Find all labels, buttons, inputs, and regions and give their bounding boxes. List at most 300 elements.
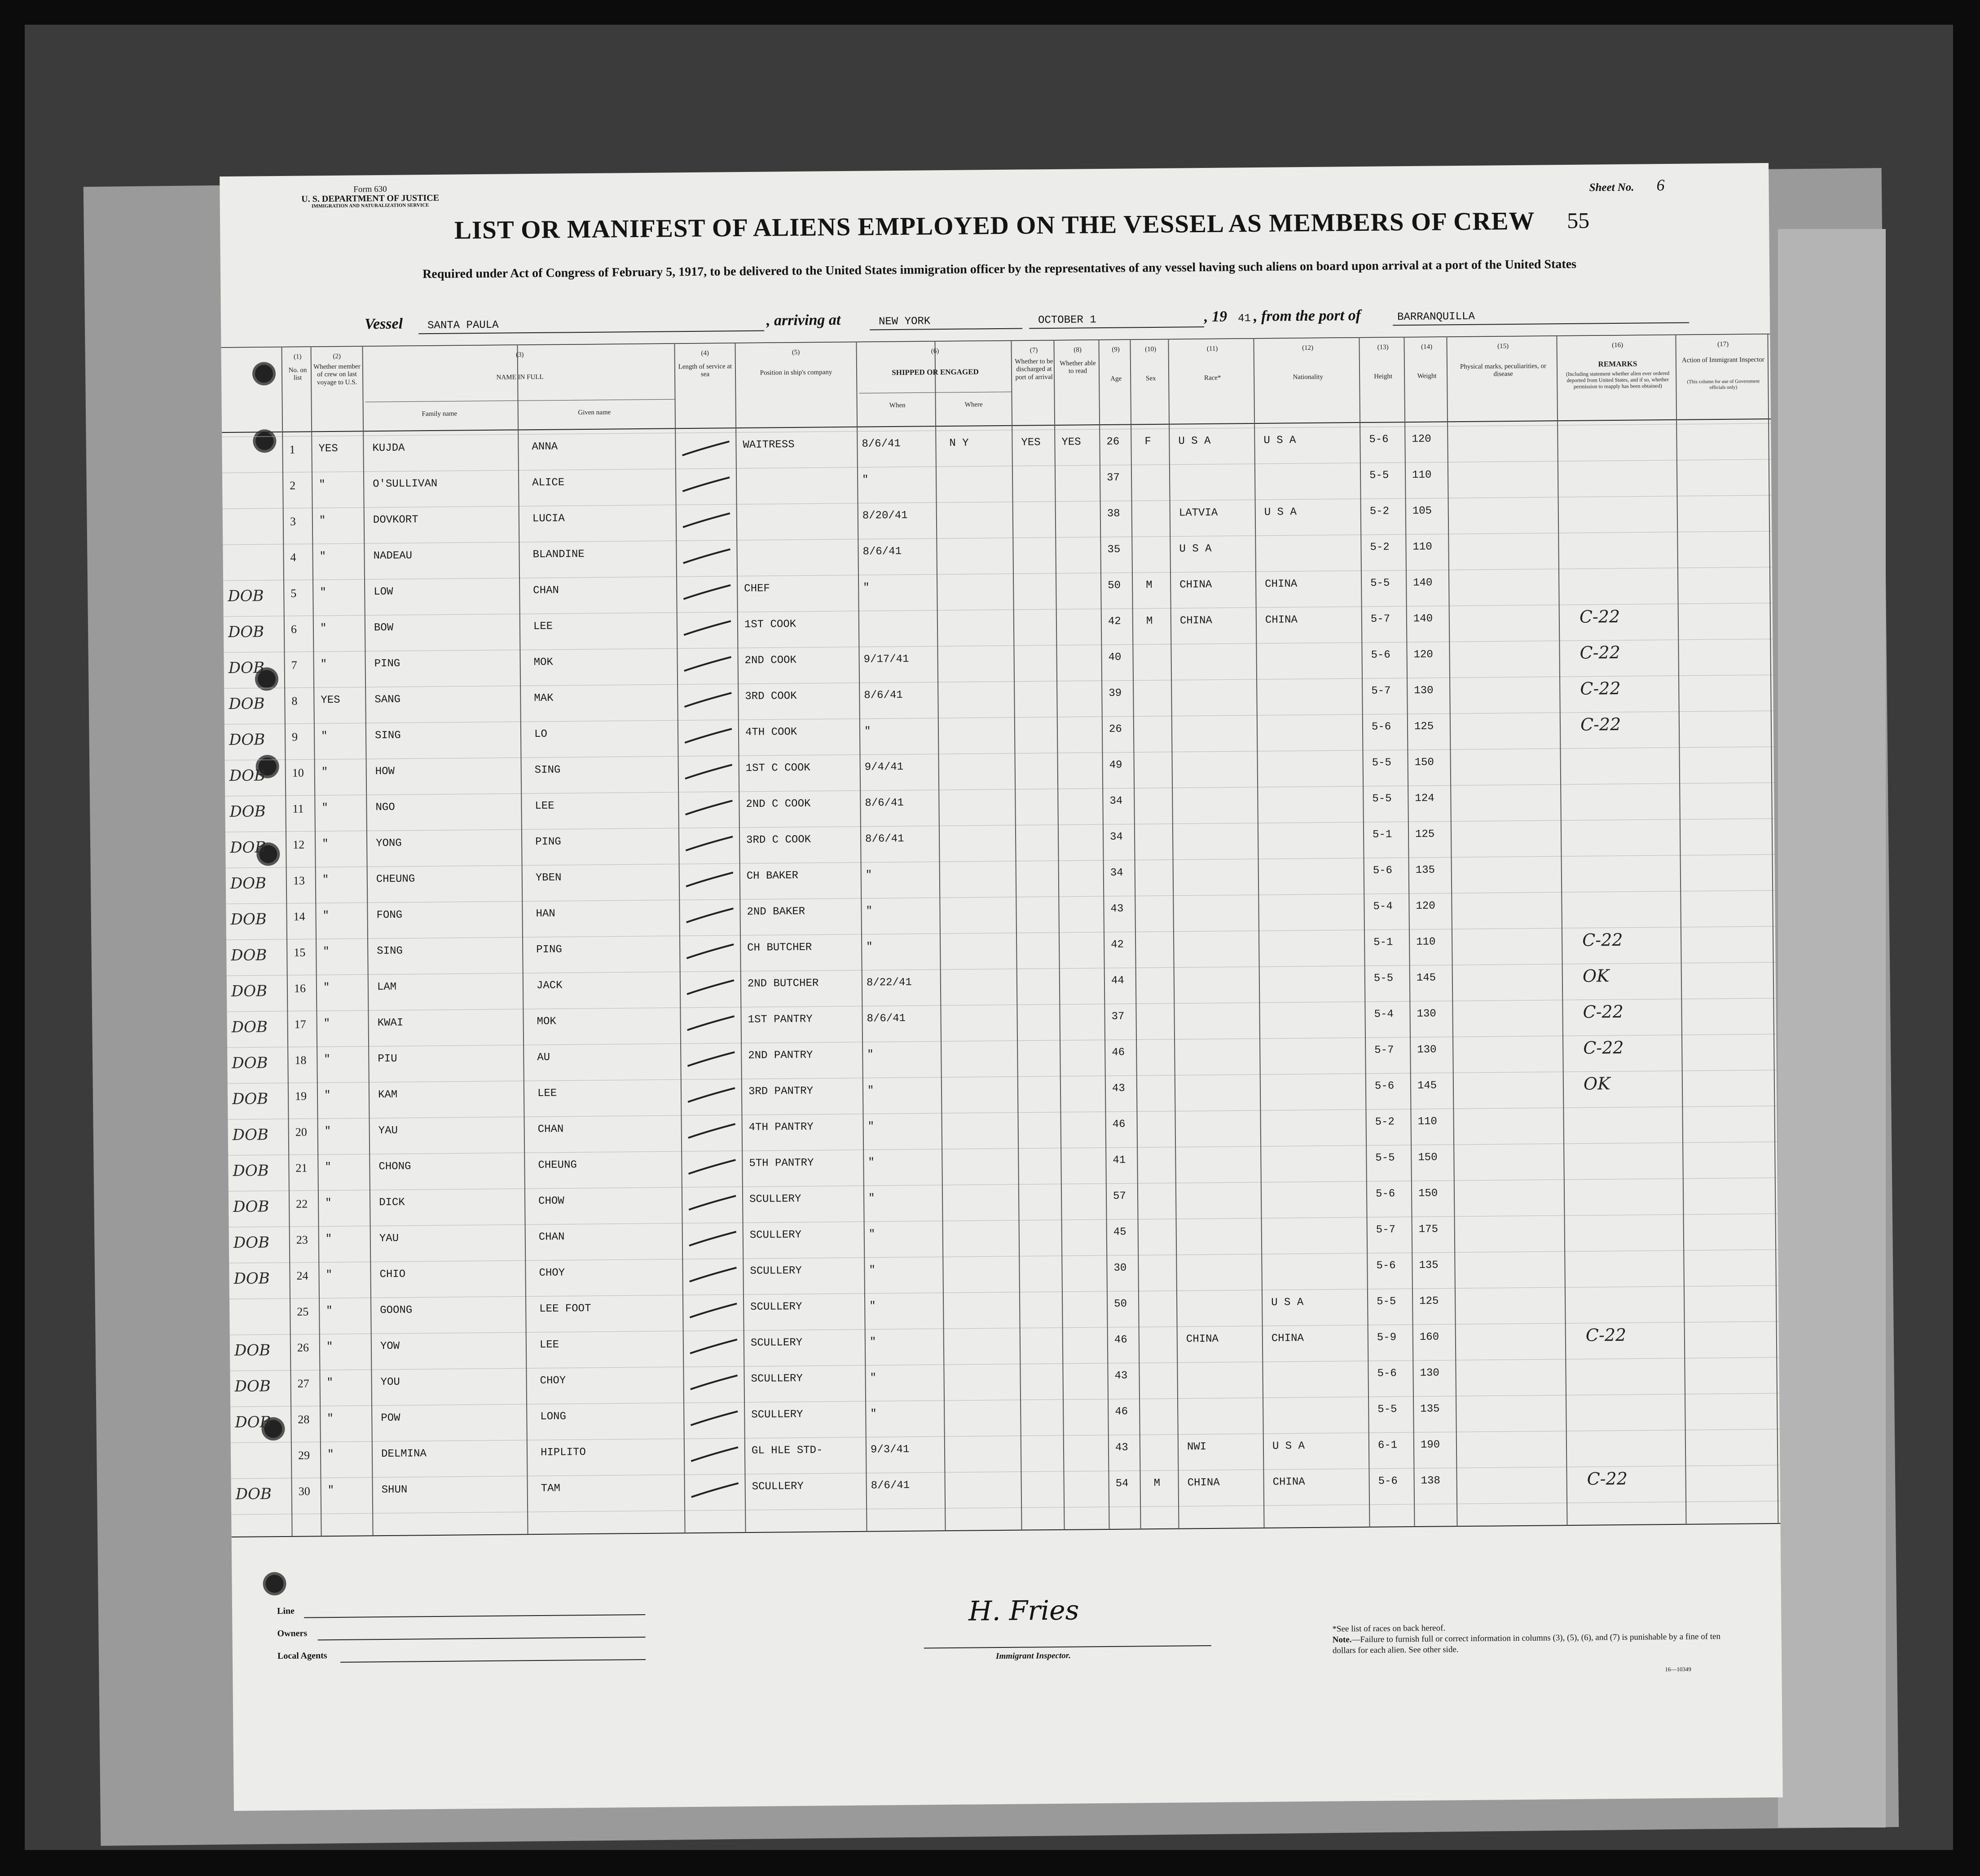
cell-height: 5-5 xyxy=(1372,757,1392,769)
cell-weight: 145 xyxy=(1417,1079,1437,1092)
cell-height: 5-5 xyxy=(1375,1152,1395,1164)
cell-when: " xyxy=(869,1264,876,1277)
cell-given: HAN xyxy=(536,907,555,920)
cell-position: SCULLERY xyxy=(751,1372,803,1385)
cell-position: 2ND PANTRY xyxy=(748,1049,813,1062)
col8-header: Whether able to read xyxy=(1060,360,1096,375)
cell-prev: YES xyxy=(318,442,338,455)
cell-disch: YES xyxy=(1021,436,1041,449)
cell-family: PIU xyxy=(378,1052,397,1066)
cell-given: SING xyxy=(534,764,561,777)
cell-weight: 130 xyxy=(1414,684,1434,697)
cell-age: 46 xyxy=(1112,1118,1126,1131)
cell-when: " xyxy=(866,905,873,917)
col14-number: (14) xyxy=(1421,343,1433,351)
col5-number: (5) xyxy=(792,348,800,357)
vessel-line xyxy=(302,304,1694,339)
cell-age: 49 xyxy=(1109,759,1122,771)
cell-height: 6-1 xyxy=(1377,1439,1398,1452)
cell-given: CHEUNG xyxy=(538,1159,577,1172)
service-tick-mark xyxy=(688,1337,742,1356)
cell-position: SCULLERY xyxy=(750,1300,802,1313)
cell-prev: " xyxy=(324,1089,331,1102)
cell-weight: 138 xyxy=(1421,1475,1440,1487)
arrival-port: NEW YORK xyxy=(878,315,931,328)
cell-n: 9 xyxy=(291,730,298,744)
cell-prev: " xyxy=(322,874,329,886)
cell-height: 5-7 xyxy=(1371,685,1391,697)
manifest-sheet xyxy=(220,163,1783,1811)
service-tick-mark xyxy=(682,691,736,709)
cell-given: LEE FOOT xyxy=(539,1303,591,1316)
service-tick-mark xyxy=(688,1409,742,1427)
tick-stroke xyxy=(684,621,731,635)
cell-position: SCULLERY xyxy=(749,1193,801,1206)
cell-given: CHOY xyxy=(539,1267,565,1280)
cell-age: 46 xyxy=(1112,1046,1125,1059)
cell-when: " xyxy=(863,581,870,594)
form-identifier xyxy=(273,184,466,209)
owners-label: Owners xyxy=(277,1628,308,1639)
cell-race: LATVIA xyxy=(1179,506,1218,520)
cell-when: 9/17/41 xyxy=(863,653,909,666)
cell-when: " xyxy=(870,1372,877,1384)
cell-age: 34 xyxy=(1109,831,1123,843)
cell-age: 57 xyxy=(1113,1190,1126,1202)
dob-margin-note: DOB xyxy=(235,1413,271,1431)
dob-margin-note: DOB xyxy=(234,1377,271,1396)
dob-margin-note: DOB xyxy=(228,587,264,605)
remark-handwritten: C-22 xyxy=(1585,1325,1627,1345)
inspector-signature: H. Fries xyxy=(968,1594,1079,1627)
cell-when: 8/6/41 xyxy=(862,437,901,450)
cell-weight: 125 xyxy=(1415,828,1435,841)
dob-margin-note: DOB xyxy=(230,874,267,893)
cell-given: CHAN xyxy=(537,1123,564,1136)
cell-given: LEE xyxy=(533,620,553,633)
cell-position: 3RD C COOK xyxy=(746,833,811,846)
cell-prev: " xyxy=(322,838,329,850)
cell-given: LEE xyxy=(537,1087,557,1100)
year-prefix: , 19 xyxy=(1204,308,1228,325)
col3-given-header: Given name xyxy=(578,409,611,417)
cell-age: 26 xyxy=(1106,436,1120,448)
owners-underline xyxy=(318,1637,646,1640)
cell-nat: CHINA xyxy=(1265,614,1298,626)
cell-when: 8/6/41 xyxy=(865,832,904,846)
dob-margin-note: DOB xyxy=(233,1233,270,1252)
cell-height: 5-6 xyxy=(1369,433,1389,446)
cell-position: 1ST COOK xyxy=(744,618,796,631)
cell-age: 39 xyxy=(1109,687,1122,700)
cell-race: CHINA xyxy=(1187,1476,1220,1489)
col12-number: (12) xyxy=(1302,344,1314,352)
table-bottom-rule xyxy=(232,1524,1781,1537)
cell-weight: 110 xyxy=(1417,1115,1437,1128)
cell-family: KAM xyxy=(378,1088,398,1101)
cell-given: MOK xyxy=(533,656,553,669)
service-tick-mark xyxy=(681,511,735,529)
cell-when: 8/6/41 xyxy=(862,545,902,558)
cell-n: 5 xyxy=(290,586,297,600)
col11-number: (11) xyxy=(1206,345,1218,352)
cell-given: BLANDINE xyxy=(532,548,585,561)
service-tick-mark xyxy=(683,762,737,781)
cell-n: 2 xyxy=(290,479,296,492)
cell-height: 5-2 xyxy=(1375,1116,1395,1128)
col5-header: Position in ship's company xyxy=(760,369,832,377)
cell-height: 5-2 xyxy=(1370,541,1390,554)
cell-family: YOU xyxy=(380,1376,400,1389)
cell-age: 38 xyxy=(1107,507,1120,520)
cell-when: " xyxy=(868,1192,875,1205)
cell-where: N Y xyxy=(949,437,969,449)
cell-given: CHAN xyxy=(538,1231,565,1244)
remark-handwritten: C-22 xyxy=(1580,714,1621,735)
cell-weight: 160 xyxy=(1419,1331,1439,1343)
col10-number: (10) xyxy=(1145,345,1157,353)
service-tick-mark xyxy=(686,1158,740,1176)
service-tick-mark xyxy=(685,978,739,996)
cell-family: FONG xyxy=(376,909,403,922)
cell-when: 9/4/41 xyxy=(864,761,904,774)
remark-handwritten: C-22 xyxy=(1587,1468,1628,1489)
page-stamp: 55 xyxy=(1566,207,1590,233)
tick-stroke xyxy=(686,908,733,922)
col3-family-header: Family name xyxy=(422,410,458,418)
cell-weight: 110 xyxy=(1412,541,1432,553)
cell-n: 13 xyxy=(293,874,305,887)
cell-weight: 150 xyxy=(1414,756,1434,769)
cell-weight: 130 xyxy=(1417,1008,1436,1020)
cell-height: 5-7 xyxy=(1374,1044,1394,1057)
dob-margin-note: DOB xyxy=(231,1018,268,1036)
cell-age: 50 xyxy=(1108,579,1121,592)
cell-nat: U S A xyxy=(1271,1296,1304,1309)
cell-n: 15 xyxy=(294,946,306,959)
col12-header: Nationality xyxy=(1293,373,1323,381)
cell-height: 5-6 xyxy=(1371,649,1390,661)
cell-height: 5-6 xyxy=(1377,1367,1397,1380)
cell-prev: " xyxy=(322,910,330,922)
cell-given: LONG xyxy=(540,1410,567,1423)
cell-height: 5-6 xyxy=(1371,721,1391,733)
service-tick-mark xyxy=(689,1481,743,1499)
col1-number: (1) xyxy=(293,353,302,361)
cell-height: 5-6 xyxy=(1375,1188,1395,1200)
cell-prev: " xyxy=(323,982,330,994)
col4-number: (4) xyxy=(701,349,709,357)
cell-age: 30 xyxy=(1113,1262,1127,1274)
cell-position: 1ST C COOK xyxy=(745,762,810,775)
cell-race: CHINA xyxy=(1179,614,1213,627)
cell-when: " xyxy=(866,941,873,953)
service-tick-mark xyxy=(687,1265,741,1284)
cell-race: U S A xyxy=(1178,435,1211,448)
remark-handwritten: C-22 xyxy=(1580,642,1621,663)
cell-family: HOW xyxy=(375,765,395,778)
cell-when: 8/22/41 xyxy=(866,976,912,989)
cell-family: POW xyxy=(381,1412,400,1425)
cell-weight: 135 xyxy=(1415,864,1435,876)
print-code: 16—10349 xyxy=(1665,1665,1691,1673)
cell-n: 16 xyxy=(294,982,306,995)
vessel-name: SANTA PAULA xyxy=(427,319,499,332)
cell-position: 1ST PANTRY xyxy=(748,1013,813,1026)
cell-weight: 124 xyxy=(1415,792,1434,805)
remark-handwritten: C-22 xyxy=(1579,606,1620,627)
cell-family: LAM xyxy=(377,981,397,994)
cell-position: 4TH PANTRY xyxy=(748,1121,814,1134)
cell-n: 23 xyxy=(296,1233,308,1246)
signature-line xyxy=(924,1645,1211,1649)
vessel-label: Vessel xyxy=(364,315,403,333)
cell-family: SING xyxy=(374,729,401,742)
service-tick-mark xyxy=(681,583,735,601)
sheet-number-label: Sheet No. xyxy=(1589,181,1634,194)
dob-margin-note: DOB xyxy=(229,802,266,821)
cell-family: CHIO xyxy=(379,1268,406,1281)
col2-header: Whether member of crew on last voyage to U.S. xyxy=(313,363,361,386)
cell-position: SCULLERY xyxy=(749,1229,802,1242)
dob-margin-note: DOB xyxy=(228,623,264,641)
underline xyxy=(870,328,1022,330)
cell-weight: 145 xyxy=(1416,972,1436,984)
tick-stroke xyxy=(691,1447,738,1461)
tick-stroke xyxy=(683,513,730,527)
cell-given: ANNA xyxy=(532,440,558,454)
cell-n: 20 xyxy=(295,1125,307,1139)
tick-stroke xyxy=(685,801,732,815)
cell-height: 5-5 xyxy=(1373,972,1394,985)
cell-when: 8/6/41 xyxy=(865,797,904,810)
col6-header: SHIPPED OR ENGAGED xyxy=(892,367,979,377)
cell-n: 17 xyxy=(294,1017,306,1031)
cell-position: GL HLE STD- xyxy=(751,1444,823,1457)
cell-when: " xyxy=(867,1084,874,1097)
service-tick-mark xyxy=(686,1122,740,1140)
cell-n: 29 xyxy=(298,1449,310,1462)
cell-when: " xyxy=(869,1336,876,1348)
tick-stroke xyxy=(684,657,731,671)
cell-family: NADEAU xyxy=(373,550,413,563)
cell-prev: " xyxy=(319,550,326,563)
col9-header: Age xyxy=(1110,375,1122,383)
form-number: Form 630 xyxy=(353,184,387,194)
service-tick-mark xyxy=(682,655,736,673)
cell-when: 8/6/41 xyxy=(867,1012,906,1025)
cell-position: SCULLERY xyxy=(751,1408,803,1421)
cell-position: 3RD COOK xyxy=(745,690,797,703)
cell-given: HIPLITO xyxy=(540,1446,586,1459)
cell-prev: " xyxy=(324,1053,330,1066)
cell-position: SCULLERY xyxy=(752,1480,804,1493)
cell-family: GOONG xyxy=(380,1304,413,1317)
cell-weight: 110 xyxy=(1416,936,1436,948)
cell-family: BOW xyxy=(374,621,394,634)
cell-height: 5-7 xyxy=(1370,613,1390,625)
cell-n: 30 xyxy=(298,1484,310,1498)
manifest-footer xyxy=(277,1589,1760,1736)
races-note: *See list of races on back hereof. xyxy=(1332,1623,1446,1634)
cell-read: YES xyxy=(1061,436,1081,449)
cell-given: YBEN xyxy=(535,872,562,885)
cell-age: 26 xyxy=(1109,723,1122,735)
cell-weight: 125 xyxy=(1419,1295,1439,1308)
cell-when: 8/20/41 xyxy=(862,509,908,522)
col2-number: (2) xyxy=(333,352,341,360)
agents-underline xyxy=(340,1659,646,1663)
col6-where-header: Where xyxy=(964,401,983,409)
cell-when: " xyxy=(864,725,871,738)
cell-prev: " xyxy=(326,1377,334,1389)
cell-position: 5TH PANTRY xyxy=(749,1157,814,1170)
service-tick-mark xyxy=(686,1193,740,1212)
cell-prev: " xyxy=(326,1341,333,1353)
cell-weight: 120 xyxy=(1413,648,1433,661)
col11-header: Race* xyxy=(1204,374,1221,382)
cell-weight: 130 xyxy=(1420,1367,1439,1379)
tick-stroke xyxy=(684,693,731,707)
dob-margin-note: DOB xyxy=(234,1341,271,1360)
cell-age: 42 xyxy=(1108,615,1121,628)
cell-height: 5-6 xyxy=(1373,864,1393,877)
cell-weight: 190 xyxy=(1420,1439,1440,1451)
cell-given: CHOW xyxy=(538,1195,564,1208)
remark-handwritten: C-22 xyxy=(1580,678,1621,699)
col15-number: (15) xyxy=(1497,343,1509,350)
cell-position: 4TH COOK xyxy=(745,726,797,739)
cell-given: MAK xyxy=(534,692,554,705)
cell-given: LUCIA xyxy=(532,512,565,525)
cell-weight: 120 xyxy=(1416,900,1435,912)
cell-sex: M xyxy=(1146,615,1153,628)
tick-stroke xyxy=(685,729,732,743)
cell-nat: CHINA xyxy=(1265,578,1298,590)
service-tick-mark xyxy=(687,1229,741,1248)
cell-height: 5-1 xyxy=(1373,936,1393,949)
service-tick-mark xyxy=(689,1445,743,1463)
cell-height: 5-2 xyxy=(1369,505,1390,518)
cell-age: 43 xyxy=(1110,903,1124,915)
tick-stroke xyxy=(687,1016,735,1030)
cell-age: 40 xyxy=(1108,651,1122,664)
sheet-number-value: 6 xyxy=(1656,176,1665,194)
cell-position: 3RD PANTRY xyxy=(748,1085,814,1098)
cell-prev: " xyxy=(320,622,327,635)
cell-family: SHUN xyxy=(381,1484,408,1497)
inspector-label: Immigrant Inspector. xyxy=(995,1651,1071,1661)
cell-when: " xyxy=(869,1300,876,1312)
service-tick-mark xyxy=(680,439,734,458)
cell-age: 46 xyxy=(1114,1334,1127,1346)
cell-prev: " xyxy=(324,1125,331,1138)
cell-n: 8 xyxy=(291,694,298,708)
cell-age: 43 xyxy=(1112,1082,1125,1095)
dob-margin-note: DOB xyxy=(233,1269,270,1288)
cell-sex: M xyxy=(1153,1477,1161,1490)
col15-header: Physical marks, peculiarities, or disease xyxy=(1460,362,1547,378)
cell-age: 43 xyxy=(1114,1370,1128,1382)
cell-weight: 150 xyxy=(1418,1151,1438,1164)
cell-weight: 135 xyxy=(1419,1259,1439,1272)
cell-family: SING xyxy=(377,945,403,958)
cell-n: 21 xyxy=(295,1161,308,1175)
dob-margin-note: DOB xyxy=(235,1485,272,1503)
cell-prev: " xyxy=(327,1484,334,1497)
service-tick-mark xyxy=(680,475,734,493)
dob-margin-note: DOB xyxy=(231,946,267,964)
cell-prev: " xyxy=(326,1269,333,1281)
cell-given: AU xyxy=(537,1051,550,1064)
cell-nat: U S A xyxy=(1264,506,1297,519)
col4-header: Length of service at sea xyxy=(678,363,732,379)
cell-weight: 110 xyxy=(1412,469,1432,481)
line-underline xyxy=(304,1614,645,1618)
cell-weight: 130 xyxy=(1417,1044,1437,1056)
cell-given: LEE xyxy=(539,1339,559,1352)
cell-n: 18 xyxy=(295,1053,307,1067)
cell-age: 45 xyxy=(1113,1226,1126,1238)
document-title: LIST OR MANIFEST OF ALIENS EMPLOYED ON THE VESSEL AS MEMBERS OF CREW xyxy=(454,207,1535,245)
cell-race: U S A xyxy=(1179,542,1212,555)
cell-position: CHEF xyxy=(744,582,770,595)
cell-weight: 140 xyxy=(1413,577,1433,589)
cell-family: NGO xyxy=(375,801,395,814)
cell-position: 2ND C COOK xyxy=(746,797,811,810)
service-tick-mark xyxy=(683,834,737,853)
cell-family: SANG xyxy=(374,693,401,706)
cell-when: " xyxy=(868,1156,875,1169)
cell-prev: YES xyxy=(321,694,340,707)
cell-n: 24 xyxy=(296,1269,308,1282)
cell-position: 2ND BUTCHER xyxy=(747,977,819,990)
cell-race: CHINA xyxy=(1179,578,1212,591)
col10-header: Sex xyxy=(1145,374,1156,383)
dob-margin-note: DOB xyxy=(228,659,265,677)
col17-subheader: (This column for use of Government officials only) xyxy=(1687,379,1760,390)
dob-margin-note: DOB xyxy=(230,910,267,929)
cell-height: 5-5 xyxy=(1372,793,1392,805)
cell-given: JACK xyxy=(536,979,563,992)
col13-header: Height xyxy=(1374,373,1393,380)
tick-stroke xyxy=(686,837,733,850)
underlying-sheet-edge xyxy=(1778,229,1886,1828)
cell-weight: 125 xyxy=(1414,720,1434,733)
cell-prev: " xyxy=(326,1305,333,1317)
cell-family: DELMINA xyxy=(381,1448,427,1461)
tick-stroke xyxy=(687,1052,735,1066)
cell-height: 5-6 xyxy=(1378,1475,1398,1488)
service-tick-mark xyxy=(682,619,735,637)
tick-stroke xyxy=(688,1124,735,1138)
cell-position: CH BUTCHER xyxy=(747,941,812,954)
col9-number: (9) xyxy=(1112,346,1120,353)
cell-n: 14 xyxy=(293,910,305,923)
cell-position: 2ND COOK xyxy=(744,654,796,667)
cell-age: 44 xyxy=(1111,974,1124,987)
arrival-date: OCTOBER 1 xyxy=(1038,314,1096,327)
cell-height: 5-5 xyxy=(1369,469,1389,482)
cell-race: NWI xyxy=(1187,1441,1207,1453)
dob-margin-note: DOB xyxy=(229,695,265,713)
cell-height: 5-9 xyxy=(1377,1331,1397,1344)
cell-position: CH BAKER xyxy=(746,869,799,882)
tick-stroke xyxy=(683,585,730,599)
tick-stroke xyxy=(689,1268,736,1281)
cell-prev: " xyxy=(320,586,326,599)
service-tick-mark xyxy=(681,547,735,565)
